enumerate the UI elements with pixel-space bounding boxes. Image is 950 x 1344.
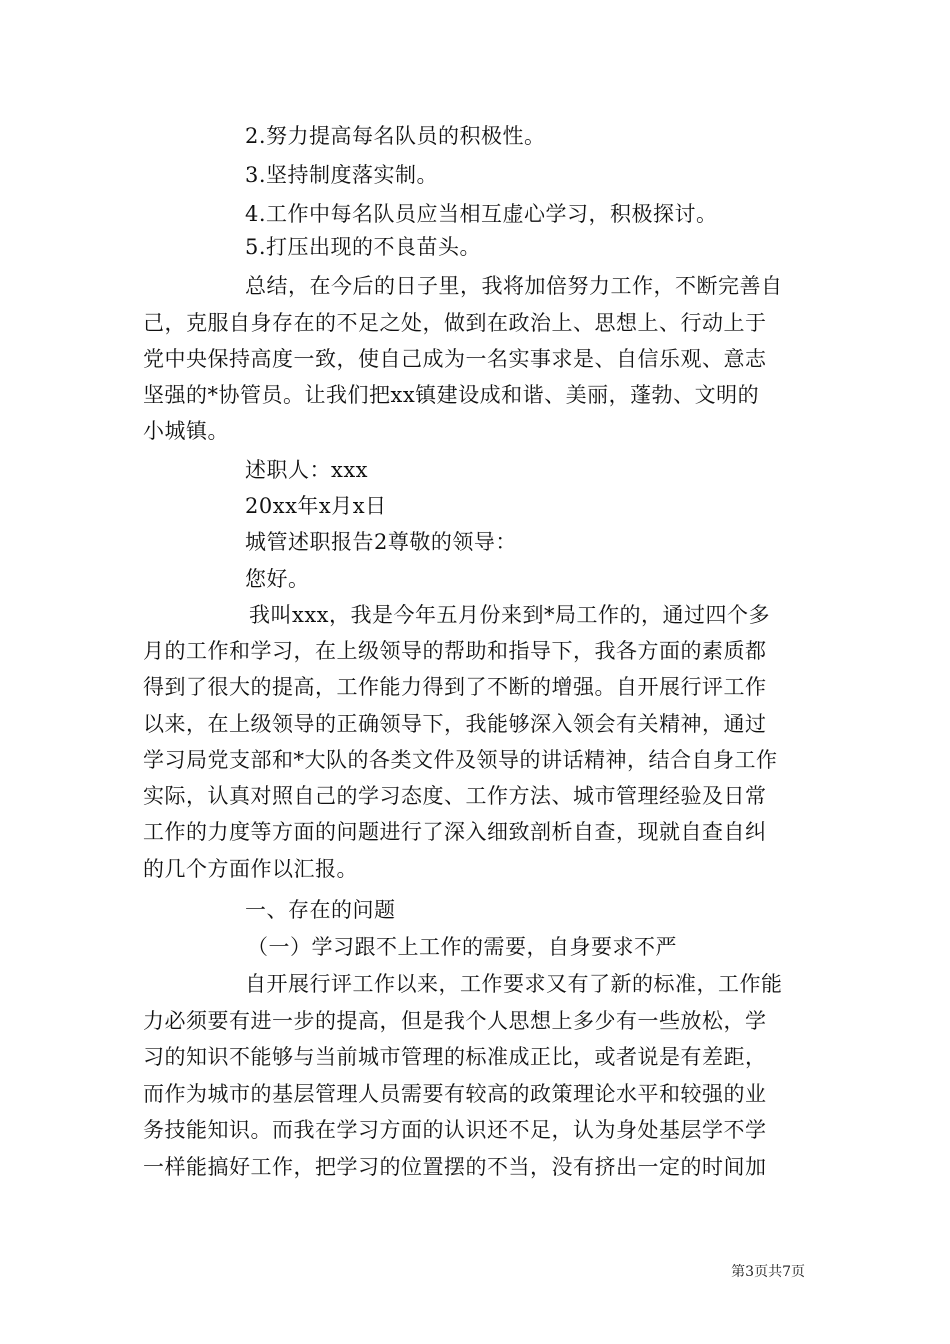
text-line: 您好。 [245, 567, 310, 591]
text-line: 而作为城市的基层管理人员需要有较高的政策理论水平和较强的业 [143, 1082, 767, 1106]
text-line: 习的知识不能够与当前城市管理的标准成正比，或者说是有差距， [143, 1045, 767, 1069]
text-line: 一样能搞好工作，把学习的位置摆的不当，没有挤出一定的时间加 [143, 1155, 767, 1179]
text-line: 力必须要有进一步的提高，但是我个人思想上多少有一些放松，学 [143, 1009, 767, 1033]
text-line: 2.努力提高每名队员的积极性。 [245, 124, 546, 148]
section-heading: 一、存在的问题 [245, 898, 396, 922]
text-line: 实际，认真对照自己的学习态度、工作方法、城市管理经验及日常 [143, 784, 767, 808]
text-line: 己，克服自身存在的不足之处，做到在政治上、思想上、行动上于 [143, 311, 767, 335]
text-line: 城管述职报告2尊敬的领导： [245, 530, 517, 554]
text-line: 务技能知识。而我在学习方面的认识还不足，认为身处基层学不学 [143, 1118, 767, 1142]
text-line: 自开展行评工作以来，工作要求又有了新的标准，工作能 [245, 972, 783, 996]
text-line: 述职人：xxx [245, 458, 369, 482]
text-line: 得到了很大的提高，工作能力得到了不断的增强。自开展行评工作 [143, 675, 767, 699]
text-line: 坚强的*协管员。让我们把xx镇建设成和谐、美丽，蓬勃、文明的 [143, 383, 760, 407]
text-line: 4.工作中每名队员应当相互虚心学习，积极探讨。 [245, 202, 718, 226]
text-line: 总结，在今后的日子里，我将加倍努力工作，不断完善自 [245, 274, 783, 298]
text-line: 学习局党支部和*大队的各类文件及领导的讲话精神，结合自身工作 [143, 748, 778, 772]
text-line: 以来，在上级领导的正确领导下，我能够深入领会有关精神，通过 [143, 712, 767, 736]
text-line: 我叫xxx，我是今年五月份来到*局工作的，通过四个多 [249, 603, 771, 627]
subsection-heading: （一）学习跟不上工作的需要，自身要求不严 [247, 935, 677, 959]
text-line: 小城镇。 [143, 419, 229, 443]
text-line: 月的工作和学习，在上级领导的帮助和指导下，我各方面的素质都 [143, 639, 767, 663]
text-line: 党中央保持高度一致，使自己成为一名实事求是、自信乐观、意志 [143, 347, 767, 371]
text-line: 3.坚持制度落实制。 [245, 163, 439, 187]
text-line: 的几个方面作以汇报。 [143, 857, 358, 881]
text-line: 工作的力度等方面的问题进行了深入细致剖析自查，现就自查自纠 [143, 820, 767, 844]
text-line: 20xx年x月x日 [245, 494, 387, 518]
text-line: 5.打压出现的不良苗头。 [245, 235, 482, 259]
page-number: 第3页共7页 [731, 1264, 805, 1280]
